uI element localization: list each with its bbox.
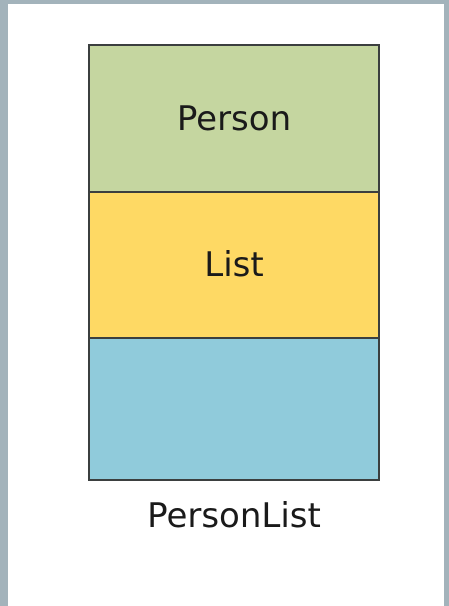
diagram-caption: PersonList [147, 496, 321, 536]
person-segment [90, 46, 378, 191]
list-segment [90, 191, 378, 337]
empty-segment [90, 337, 378, 479]
diagram-canvas [8, 0, 444, 606]
personlist-stack [88, 44, 380, 481]
list-label: List [204, 245, 264, 285]
person-label: Person [176, 98, 292, 139]
